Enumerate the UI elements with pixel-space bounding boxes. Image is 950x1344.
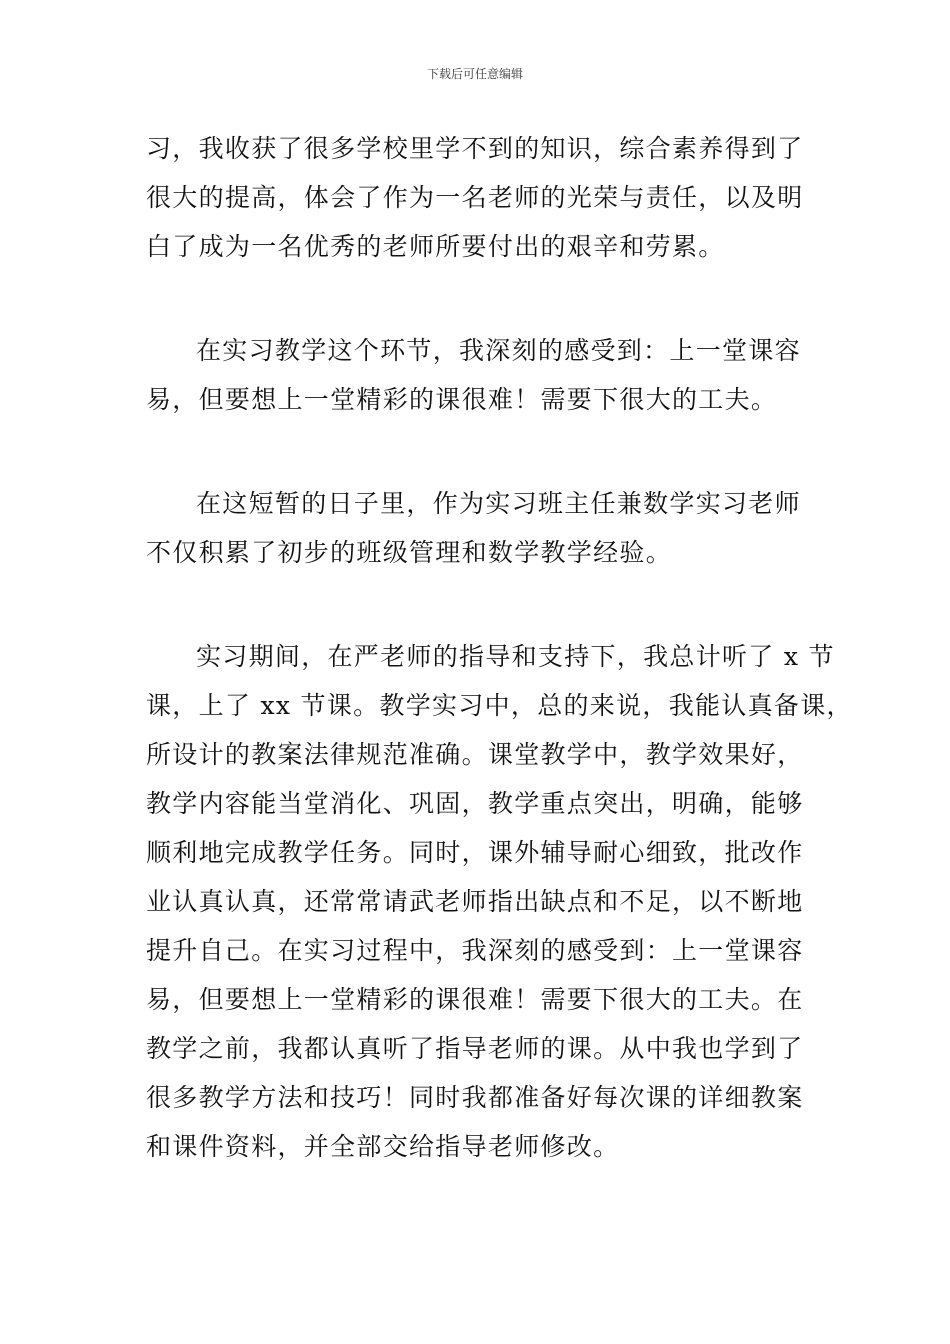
text-line: 顺利地完成教学任务。同时，课外辅导耐心细致，批改作 xyxy=(146,838,804,867)
text-line: 提升自己。在实习过程中，我深刻的感受到：上一堂课容 xyxy=(146,936,804,965)
text-line: 业认真认真，还常常请武老师指出缺点和不足，以不断地 xyxy=(146,887,804,916)
text-line: 和课件资料，并全部交给指导老师修改。 xyxy=(146,1132,620,1161)
text-line: 所设计的教案法律规范准确。课堂教学中，教学效果好， xyxy=(146,740,804,769)
text-line: 在这短暂的日子里，作为实习班主任兼数学实习老师 xyxy=(196,489,801,518)
text-line: 易，但要想上一堂精彩的课很难！需要下很大的工夫。 xyxy=(146,385,778,414)
document-body xyxy=(146,124,853,1171)
text-line: 白了成为一名优秀的老师所要付出的艰辛和劳累。 xyxy=(146,232,725,261)
text-line: 很大的提高，体会了作为一名老师的光荣与责任，以及明 xyxy=(146,183,804,212)
text-line: 教学内容能当堂消化、巩固，教学重点突出，明确，能够 xyxy=(146,789,804,818)
text-line: 不仅积累了初步的班级管理和数学教学经验。 xyxy=(146,538,673,567)
text-line: 教学之前，我都认真听了指导老师的课。从中我也学到了 xyxy=(146,1034,804,1063)
text-line: 习，我收获了很多学校里学不到的知识，综合素养得到了 xyxy=(146,134,804,163)
paragraph-1 xyxy=(146,124,826,271)
paragraph-4 xyxy=(146,632,853,1171)
paragraph-spacer xyxy=(146,271,826,326)
text-line: 课，上了 xx 节课。教学实习中，总的来说，我能认真备课， xyxy=(146,691,853,720)
text-line: 实习期间，在严老师的指导和支持下，我总计听了 x 节 xyxy=(196,642,835,671)
paragraph-spacer xyxy=(146,424,826,479)
paragraph-spacer xyxy=(146,577,826,632)
page-header: 下载后可任意编辑 xyxy=(426,67,523,81)
paragraph-2 xyxy=(146,326,826,424)
paragraph-3 xyxy=(146,479,826,577)
text-line: 易，但要想上一堂精彩的课很难！需要下很大的工夫。在 xyxy=(146,985,804,1014)
text-line: 很多教学方法和技巧！同时我都准备好每次课的详细教案 xyxy=(146,1083,804,1112)
text-line: 在实习教学这个环节，我深刻的感受到：上一堂课容 xyxy=(196,336,801,365)
